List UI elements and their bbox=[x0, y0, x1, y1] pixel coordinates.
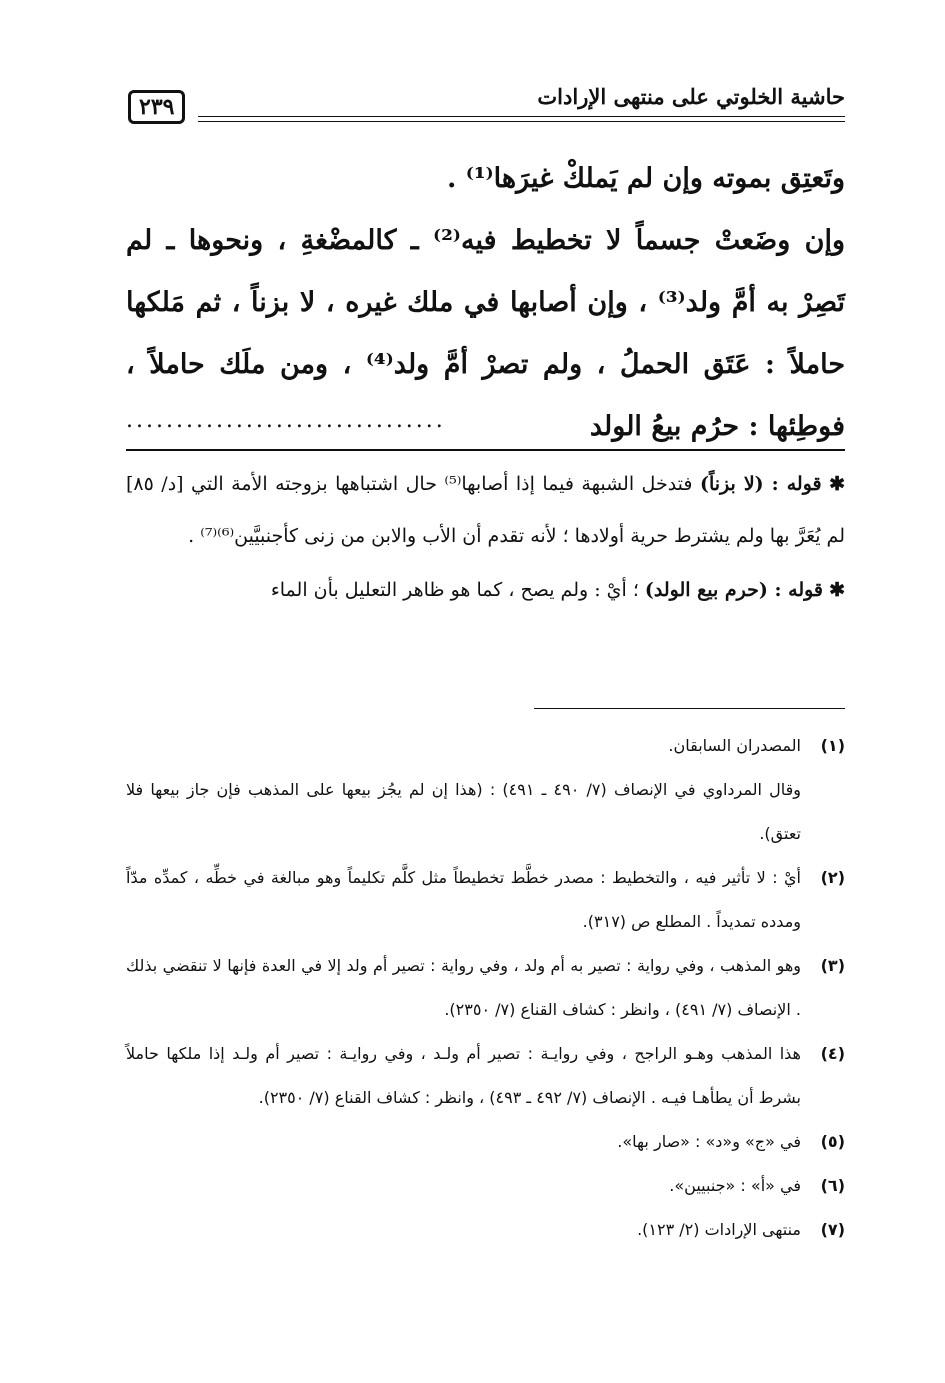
commentary-text: ؛ أيْ : ولم يصح ، كما هو ظاهر التعليل بأن الماء bbox=[270, 579, 645, 601]
footnote-number: (٦) bbox=[820, 1176, 845, 1195]
matn-separator-rule bbox=[126, 449, 845, 451]
footnote-number: (٤) bbox=[820, 1044, 845, 1063]
commentary-text: فتدخل الشبهة فيما إذا أصابها⁽⁵⁾ حال اشتباهها بزوجته الأمة التي [د/ ٨٥] لم يُعَرَّ بها ولم يشترط حرية أولادها ؛ لأنه تقدم أن الأب والابن من زنى كأجنبيَّين⁽⁶⁾⁽⁷⁾ . bbox=[126, 473, 845, 547]
footnote-text: هذا المذهب وهـو الراجح ، وفي روايـة : تصير أم ولـد ، وفي روايـة : تصير أم ولـد إذا ملكها حاملاً بشرط أن يطأهـا فيـه . الإنصاف (٧/ ٤٩٢ ـ ٤٩٣) ، وانظر : كشاف القناع (٧/ ٢٣٥٠). bbox=[126, 1044, 801, 1107]
footnote bbox=[126, 1164, 845, 1208]
page-number: ٢٣٩ bbox=[128, 90, 185, 124]
running-title: حاشية الخلوتي على منتهى الإرادات bbox=[537, 84, 845, 109]
commentary-paragraph bbox=[126, 564, 845, 616]
footnote-text: منتهى الإرادات (٢/ ١٢٣). bbox=[637, 1220, 801, 1239]
footnote bbox=[126, 856, 845, 944]
footnote-text: أيْ : لا تأثير فيه ، والتخطيط : مصدر خطَّط تخطيطاً مثل كلَّم تكليماً وهو مبالغة في خطِّه ، كمدِّه مدّاً ومدده تمديداً . المطلع ص (٣١٧). bbox=[126, 868, 801, 931]
matn-paragraph: وتَعتِق بموته وإن لم يَملكْ غيرَها⁽¹⁾ . bbox=[446, 163, 845, 194]
footnote bbox=[126, 1032, 845, 1120]
footnote-continuation: وقال المرداوي في الإنصاف (٧/ ٤٩٠ ـ ٤٩١) : (هذا إن لم يجُز بيعها على المذهب فإن جاز بيعها فلا تعتق). bbox=[126, 780, 801, 843]
footnote-number: (٢) bbox=[820, 868, 845, 887]
commentary bbox=[126, 458, 845, 618]
footnote bbox=[126, 724, 845, 768]
footnote-separator-rule bbox=[534, 708, 845, 709]
matn-paragraph: وإن وضَعتْ جسماً لا تخطيط فيه⁽²⁾ ـ كالمضْغةِ ، ونحوها ـ لم تَصِرْ به أمَّ ولد⁽³⁾ ، وإن أصابها في ملك غيره ، لا بزناً ، ثم مَلكها حاملاً : عَتَق الحملُ ، ولم تصرْ أمَّ ولد⁽⁴⁾ ، ومن ملَك حاملاً ، فوطِئها : حرُم بيعُ الولد bbox=[126, 225, 846, 442]
footnote-number: (٥) bbox=[820, 1132, 845, 1151]
commentary-paragraph bbox=[126, 458, 845, 562]
footnote bbox=[126, 1120, 845, 1164]
footnote-text: في «أ» : «جنبيين». bbox=[669, 1176, 801, 1195]
page-header bbox=[128, 78, 845, 130]
dotted-leader: ................................ bbox=[126, 408, 446, 433]
footnotes bbox=[126, 724, 845, 1252]
commentary-lemma: قوله : (حرم بيع الولد) bbox=[644, 579, 824, 601]
footnote-number: (١) bbox=[820, 736, 845, 755]
footnote-text: وهو المذهب ، وفي رواية : تصير به أم ولد ، وفي رواية : تصير أم ولد إلا في العدة فإنها لا تنقضي بذلك . الإنصاف (٧/ ٤٩١) ، وانظر : كشاف القناع (٧/ ٢٣٥٠). bbox=[126, 956, 801, 1019]
header-rule bbox=[198, 116, 845, 122]
footnote-text: في «ج» و«د» : «صار بها». bbox=[617, 1132, 801, 1151]
footnote bbox=[126, 1208, 845, 1252]
asterisk-icon: ✱ bbox=[829, 579, 845, 601]
footnote-number: (٣) bbox=[820, 956, 845, 975]
footnote bbox=[126, 944, 845, 1032]
footnote-number: (٧) bbox=[820, 1220, 845, 1239]
footnote-text: المصدران السابقان. bbox=[668, 736, 801, 755]
commentary-lemma: قوله : (لا بزناً) bbox=[699, 473, 822, 495]
asterisk-icon: ✱ bbox=[829, 473, 845, 495]
